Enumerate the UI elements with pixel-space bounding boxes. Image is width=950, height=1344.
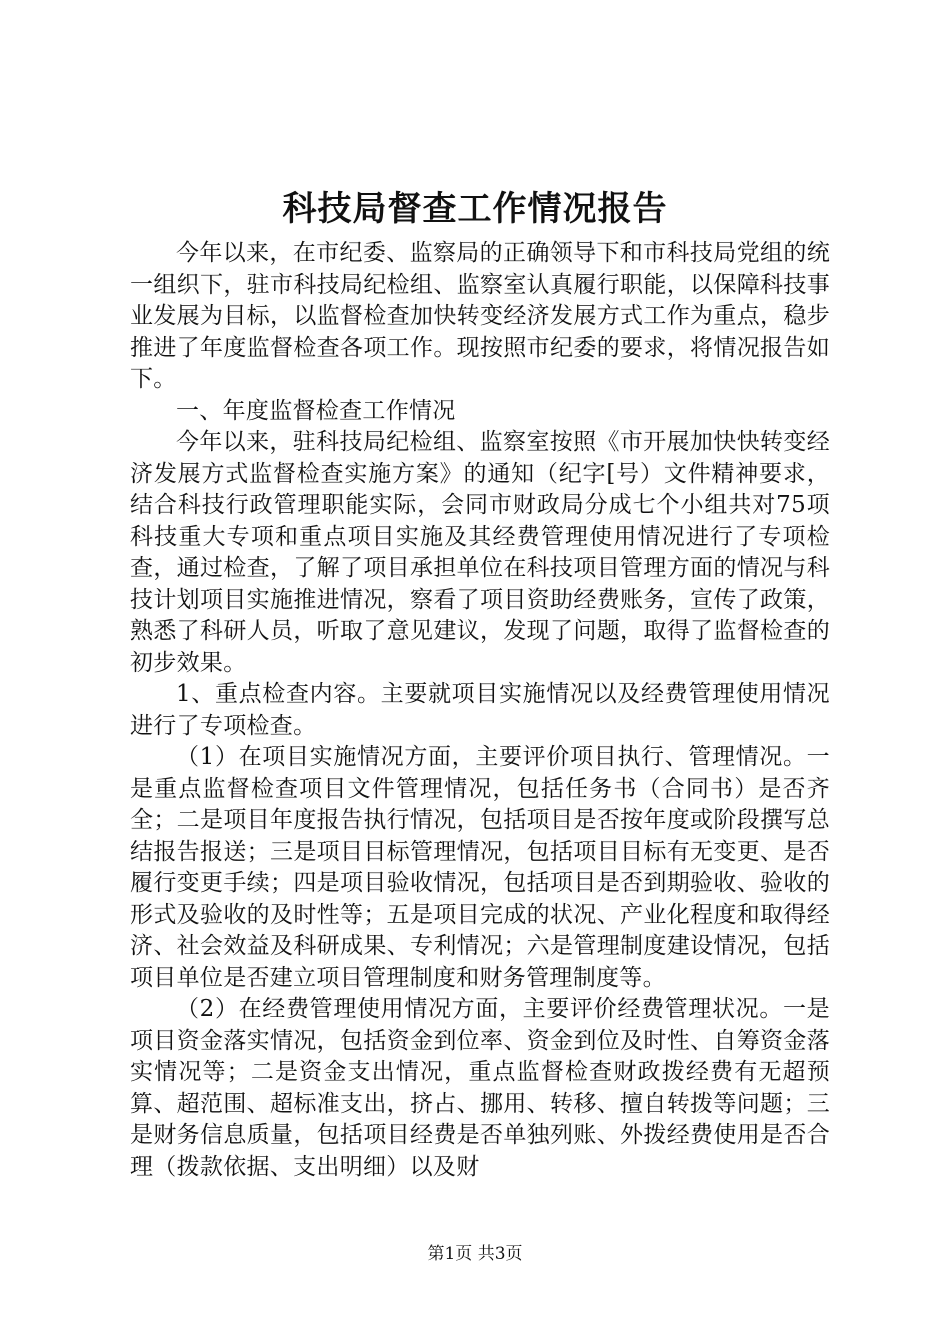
project-implementation-paragraph: （1）在项目实施情况方面，主要评价项目执行、管理情况。一是重点监督检查项目文件管理情况，包括任务书（合同书）是否齐全；二是项目年度报告执行情况，包括项目是否按年度或阶段撰写总结报告报送；三是项目目标管理情况，包括项目目标有无变更、是否履行变更手续；四是项目验收情况，包括项目是否到期验收、验收的形式及验收的及时性等；五是项目完成的状况、产业化程度和取得经济、社会效益及科研成果、专利情况；六是管理制度建设情况，包括项目单位是否建立项目管理制度和财务管理制度等。	[130, 744, 830, 991]
section-paragraph: 今年以来，驻科技局纪检组、监察室按照《市开展加快快转变经济发展方式监督检查实施方案》的通知（纪字[号）文件精神要求，结合科技行政管理职能实际，会同市财政局分成七个小组共对75项科技重大专项和重点项目实施及其经费管理使用情况进行了专项检查，通过检查，了解了项目承担单位在科技项目管理方面的情况与科技计划项目实施推进情况，察看了项目资助经费账务，宣传了政策，熟悉了科研人员，听取了意见建议，发现了问题，取得了监督检查的初步效果。	[130, 429, 830, 676]
document-title: 科技局督查工作情况报告	[282, 189, 668, 229]
key-content-paragraph: 1、重点检查内容。主要就项目实施情况以及经费管理使用情况进行了专项检查。	[130, 681, 830, 739]
section-heading: 一、年度监督检查工作情况	[176, 397, 456, 424]
document-body	[130, 238, 830, 1183]
intro-paragraph: 今年以来，在市纪委、监察局的正确领导下和市科技局党组的统一组织下，驻市科技局纪检组、监察室认真履行职能，以保障科技事业发展为目标，以监督检查加快转变经济发展方式工作为重点，稳步推进了年度监督检查各项工作。现按照市纪委的要求，将情况报告如下。	[130, 240, 830, 392]
page-footer: 第1页 共3页	[427, 1244, 523, 1264]
fund-management-paragraph: （2）在经费管理使用情况方面，主要评价经费管理状况。一是项目资金落实情况，包括资金到位率、资金到位及时性、自筹资金落实情况等；二是资金支出情况，重点监督检查财政拨经费有无超预算、超范围、超标准支出，挤占、挪用、转移、擅自转拨等问题；三是财务信息质量，包括项目经费是否单独列账、外拨经费使用是否合理（拨款依据、支出明细）以及财	[130, 996, 830, 1180]
